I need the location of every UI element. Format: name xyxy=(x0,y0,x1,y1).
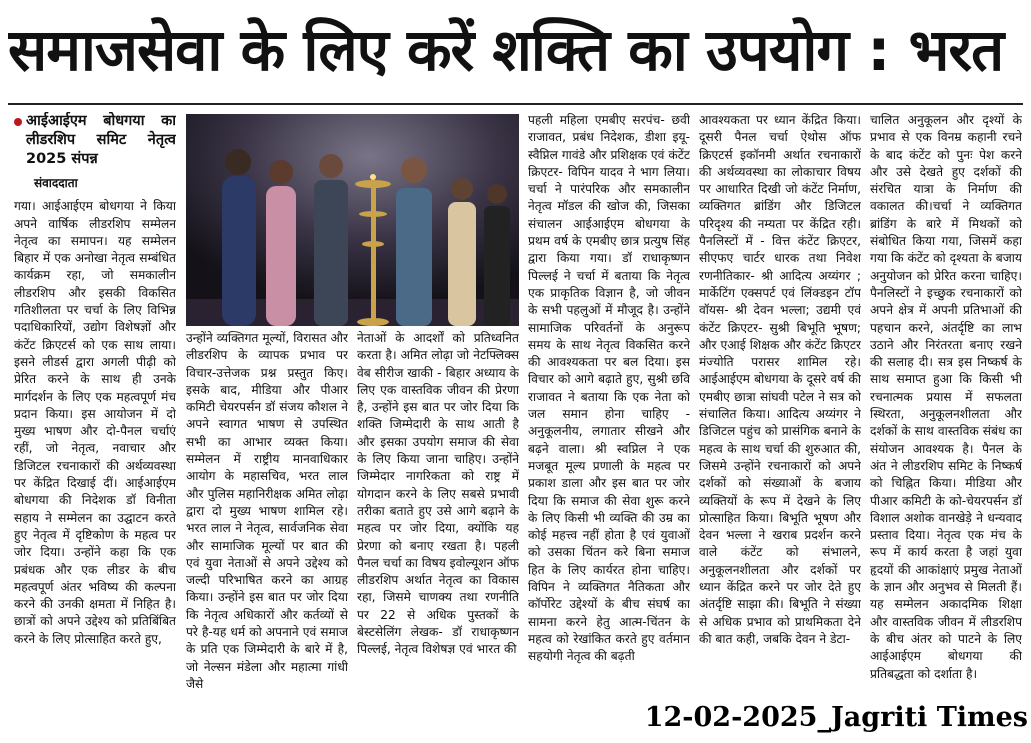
column-text: पहली महिला एमबीए सरपंच- छवी राजावत, प्रबंध निदेशक, डीशा इयू-स्वैप्निल गावंडे और प्रशिक्षक एवं कंटेंट क्रिएटर- विपिन यादव ने भाग लिया। चर्चा ने पारंपरिक और समकालीन नेतृत्व मॉडल की खोज की, जिसका संचालन आईआईएम बोधगया के प्रथम वर्ष के एमबीए छात्र प्रत्युष सिंह द्वारा किया गया। डॉ राधाकृष्णन पिल्लई ने चर्चा में बताया कि नेतृत्व एक प्राकृतिक विज्ञान है, जो जीवन के सभी पहलुओं में मौजूद है। उन्होंने सामाजिक परिवर्तनों के अनुरूप समय के साथ नेतृत्व विकसित करने की आवश्यकता पर बल दिया। इस विचार को आगे बढ़ाते हुए, सुश्री छवि राजावत ने बताया कि एक नेता को जल समान होना चाहिए - अनुकूलनीय, लगातार सीखने और बढ़ने वाला। श्री स्वप्निल ने एक मजबूत मूल्य प्रणाली के महत्व पर प्रकाश डाला और इस बात पर जोर दिया कि समाज की सेवा शुरू करने के लिए किसी भी व्यक्ति की उम्र का कोई महत्त्व नहीं होता है एवं युवाओं को उसका चिंतन करे बिना समाज हित के लिए कार्यरत होना चाहिए। विपिन ने व्यक्तिगत नैतिकता और कॉर्पोरेट उद्देश्यों के बीच संघर्ष का सामना करने हेतु आत्म-चिंतन के महत्व को रेखांकित करते हुए वर्तमान सहयोगी नेतृत्व की बढ़ती xyxy=(528,113,690,664)
kicker xyxy=(14,112,176,169)
bullet-dot-icon xyxy=(14,118,22,126)
column-text: आवश्यकता पर ध्यान केंद्रित किया।दूसरी पैनल चर्चा ऐथोस ऑफ क्रिएटर्स इकॉनमी अर्थात रचनाकारों की अर्थव्यवस्था का लोकाचार विषय पर आधारित दिखी जो कंटेंट निर्माण, व्यक्तिगत ब्रांडिंग और डिजिटल परिदृश्य की नम्यता पर केंद्रित रही। पैनलिस्टों में - वित्त कंटेंट क्रिएटर, सीएफए चार्टर धारक तथा निवेश रणनीतिकार- श्री आदित्य अय्यंगर ; मार्केटिंग एक्सपर्ट एवं लिंक्डइन टॉप वॉयस- श्री देवन भल्ला; उद्यमी एवं कंटेंट क्रिएटर- सुश्री बिभूति भूषण; और एआई शिक्षक और कंटेंट क्रिएटर मंज्योति परासर शामिल रहे। आईआईएम बोधगया के दूसरे वर्ष की एमबीए छात्रा सांघवी पटेल ने सत्र को संचालित किया। आदित्य अय्यंगर ने डिजिटल पहुंच को प्रासंगिक बनाने के महत्व के साथ चर्चा की शुरुआत की, जिसमे उन्होंने रचनाकारों को अपने दर्शकों को संख्याओं के बजाय व्यक्तियों के रूप में देखने के लिए प्रोत्साहित किया। बिभूति भूषण और देवन भल्ला ने खराब प्रदर्शन करने वाले कंटेंट को संभालने, अनुकूलनशीलता और दर्शकों पर ध्यान केंद्रित करने पर जोर देते हुए अंतर्दृष्टि साझा की। बिभूति ने संख्या से अधिक प्रभाव को प्राथमिकता देने की बात कही, जबकि देवन ने डेटा- xyxy=(699,113,861,646)
headline: समाजसेवा के लिए करें शक्ति का उपयोग : भरत xyxy=(8,16,1004,84)
column-text: चालित अनुकूलन और दृश्यों के प्रभाव से एक विनम्र कहानी रचने के बाद कंटेंट को पुनः पेश करने और उसे देखते हुए दर्शकों की संरचित यात्रा के निर्माण की वकालत की।चर्चा ने व्यक्तिगत ब्रांडिंग के बारे में मिथकों को संबोधित किया गया, जिसमें कहा गया कि कंटेंट को दृश्यता के बजाय अनुयोजन को प्रेरित करना चाहिए। पैनलिस्टों ने इच्छुक रचनाकारों को अपने क्षेत्र में अपनी प्रतिभाओं की पहचान करने, अंतर्दृष्टि का लाभ उठाने और निरंतरता बनाए रखने की सलाह दी। सत्र इस निष्कर्ष के साथ समाप्त हुआ कि किसी भी रचनात्मक प्रयास में सफलता स्थिरता, अनुकूलनशीलता और दर्शकों के साथ वास्तविक संबंध का संयोजन आवश्यक है। पैनल के अंत ने लीडरशिप समिट के निष्कर्ष को चिह्नित किया। मीडिया और पीआर कमिटी के को-चेयरपर्सन डॉ विशाल अशोक वानखेड़े ने धन्यवाद प्रस्ताव दिया। नेतृत्व एक मंच के रूप में कार्य करता है जहां युवा हृदयों की आकांक्षाएं प्रमुख नेताओं के ज्ञान और अनुभव से मिलती हैं। यह सम्मेलन अकादमिक शिक्षा और वास्तविक जीवन में लीडरशिप के बीच अंतर को पाटने के लिए आईआईएम बोधगया की प्रतिबद्धता को दर्शाता है। xyxy=(870,113,1022,681)
column-text: गया। आईआईएम बोधगया ने किया अपने वार्षिक लीडरशिप सम्मेलन नेतृत्व का समापन। यह सम्मेलन बिहार में एक अनोखा नेतृत्व सम्बंधित कार्यक्रम रहा, जो समकालीन लीडरशिप और इसकी विकसित गतिशीलता पर चर्चा के लिए विभिन्न पदाधिकारियों, उद्योग विशेषज्ञों और कंटेंट क्रिएटर्स को एक साथ लाया। इसने लीडर्स द्वारा अगली पीढ़ी को प्रेरित करने के साथ ही उनके मार्गदर्शन के लिए एक महत्वपूर्ण मंच प्रदान किया। इस आयोजन में दो मुख्य भाषण और दो-पैनल चर्चाएं रहीं, जो नेतृत्व, नवाचार और डिजिटल रचनाकारों की अर्थव्यवस्था पर केंद्रित दिखाई दीं। आईआईएम बोधगया की निदेशक डॉ विनीता सहाय ने सम्मेलन का उद्घाटन करते हुए नेतृत्व में दृष्टिकोण के महत्व पर जोर दिया। उन्होंने कहा कि एक प्रबंधक और एक लीडर के बीच महत्वपूर्ण अंतर भविष्य की कल्पना करने की उनकी क्षमता में निहित है। छात्रों को अपने उद्देश्य को प्रतिबिंबित करने के लिए प्रोत्साहित करते हुए, xyxy=(14,199,176,646)
article-column-2 xyxy=(186,330,348,697)
article-column-5 xyxy=(699,112,861,697)
article-column-4 xyxy=(528,112,690,697)
column-text: उन्होंने व्यक्तिगत मूल्यों, विरासत और लीडरशिप के व्यापक प्रभाव पर विचार-उत्तेजक प्रश्न प्रस्तुत किए। इसके बाद, मीडिया और पीआर कमिटी चेयरपर्सन डॉ संजय कौशल ने अपने स्वागत भाषण से उपस्थित सभी का आभार व्यक्त किया। सम्मेलन में राष्ट्रीय मानवाधिकार आयोग के महासचिव, भरत लाल और पुलिस महानिरीक्षक अमित लोढ़ा द्वारा दो मुख्य भाषण शामिल रहे। भरत लाल ने नेतृत्व, सार्वजनिक सेवा और सामाजिक मूल्यों पर बात की एवं युवा नेताओं से अपने उद्देश्य को जल्दी परिभाषित करने का आग्रह किया। उन्होंने इस बात पर जोर दिया कि नेतृत्व अधिकारों और कर्तव्यों से परे है-यह धर्म को अपनाने एवं समाज के प्रति एक जिम्मेदारी के बारे में है, जो नेल्सन मंडेला और महात्मा गांधी जैसे xyxy=(186,331,348,691)
date-source-stamp: 12-02-2025_Jagriti Times xyxy=(644,702,1028,733)
article-column-3 xyxy=(357,330,519,697)
event-photo xyxy=(186,114,519,326)
headline-rule xyxy=(8,103,1023,105)
byline: संवाददाता xyxy=(34,176,78,190)
column-text: नेताओं के आदर्शों को प्रतिध्वनित करता है। अमित लोढ़ा जो नेटफ्लिक्स वेब सीरीज खाकी - बिहार अध्याय के लिए एक वास्तविक जीवन की प्रेरणा है, उन्होंने इस बात पर जोर दिया कि शक्ति जिम्मेदारी के साथ आती है और इसका उपयोग समाज की सेवा के लिए किया जाना चाहिए। उन्होंने जिम्मेदार नागरिकता को राष्ट्र में योगदान करने के लिए सबसे प्रभावी तरीका बताते हुए उसे आगे बढ़ाने के महत्व पर जोर दिया, क्योंकि यह प्रेरणा को बनाए रखता है। पहली पैनल चर्चा का विषय इवोल्यूशन ऑफ लीडरशिप अर्थात नेतृत्व का विकास रहा, जिसमे चाणक्य तथा रणनीति पर 22 से अधिक पुस्तकों के बेस्टसेलिंग लेखक- डॉ राधाकृष्णन पिल्लई, नेतृत्व विशेषज्ञ एवं भारत की xyxy=(357,331,519,657)
stage-lamp-lighting-image xyxy=(186,114,519,326)
kicker-text: आईआईएम बोधगया का लीडरशिप समिट नेतृत्व 2025 संपन्न xyxy=(26,113,176,167)
article-column-1 xyxy=(14,112,176,697)
article-column-6 xyxy=(870,112,1022,697)
